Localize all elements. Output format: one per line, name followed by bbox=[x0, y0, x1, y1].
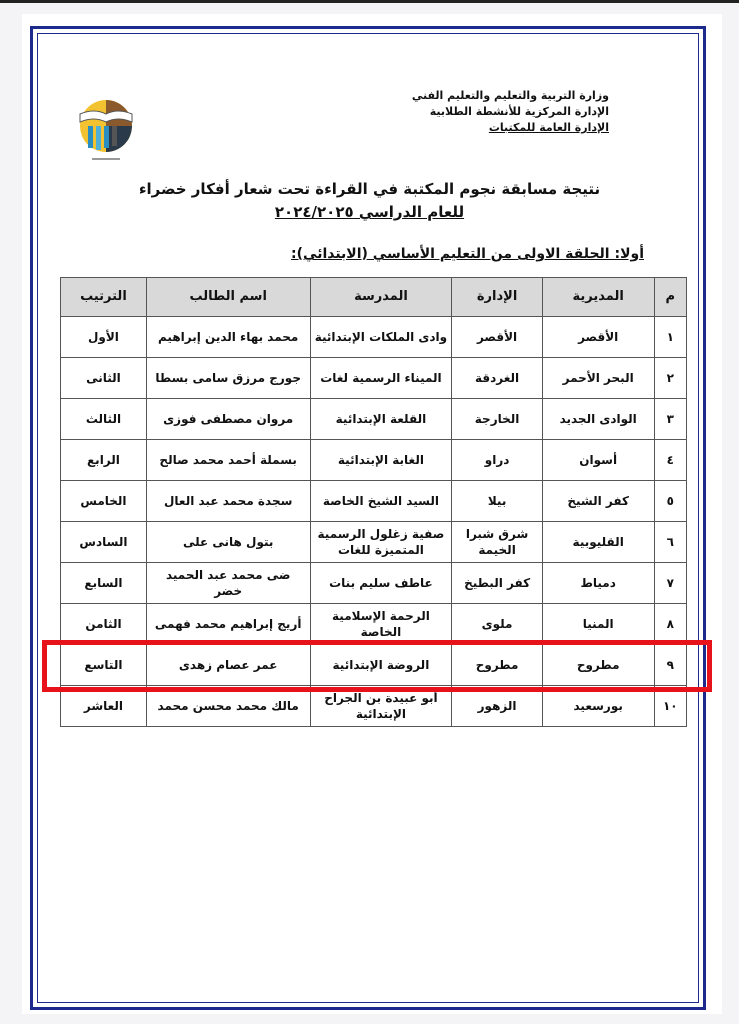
cell-directorate: الوادى الجديد bbox=[542, 399, 654, 440]
cell-administration: مطروح bbox=[452, 645, 542, 686]
cell-rank: السابع bbox=[61, 563, 147, 604]
cell-rank: التاسع bbox=[61, 645, 147, 686]
cell-administration: كفر البطيخ bbox=[452, 563, 542, 604]
cell-directorate: الأقصر bbox=[542, 317, 654, 358]
cell-student-name: جورج مرزق سامى بسطا bbox=[146, 358, 310, 399]
highlight-box bbox=[42, 640, 712, 692]
cell-directorate: القليوبية bbox=[542, 522, 654, 563]
section-heading: أولا: الحلقة الاولى من التعليم الأساسي (الابتدائي): bbox=[291, 246, 644, 262]
cell-number: ٧ bbox=[654, 563, 686, 604]
cell-student-name: أريج إبراهيم محمد فهمى bbox=[146, 604, 310, 645]
col-student-name: اسم الطالب bbox=[146, 278, 310, 317]
top-edge bbox=[0, 0, 739, 3]
cell-directorate: البحر الأحمر bbox=[542, 358, 654, 399]
cell-school: السيد الشيخ الخاصة bbox=[310, 481, 452, 522]
cell-student-name: سجدة محمد عبد العال bbox=[146, 481, 310, 522]
cell-student-name: بسملة أحمد محمد صالح bbox=[146, 440, 310, 481]
col-school: المدرسة bbox=[310, 278, 452, 317]
cell-student-name: مروان مصطفى فوزى bbox=[146, 399, 310, 440]
col-directorate: المديرية bbox=[542, 278, 654, 317]
cell-school: القلعة الإبتدائية bbox=[310, 399, 452, 440]
cell-administration: بيلا bbox=[452, 481, 542, 522]
cell-administration: ملوى bbox=[452, 604, 542, 645]
cell-number: ١ bbox=[654, 317, 686, 358]
col-number: م bbox=[654, 278, 686, 317]
academic-year: للعام الدراسي ٢٠٢٤/٢٠٢٥ bbox=[274, 203, 465, 221]
library-logo-icon bbox=[74, 96, 138, 164]
cell-student-name: محمد بهاء الدين إبراهيم bbox=[146, 317, 310, 358]
cell-directorate: دمياط bbox=[542, 563, 654, 604]
table-row bbox=[61, 481, 687, 522]
cell-number: ٦ bbox=[654, 522, 686, 563]
cell-directorate: أسوان bbox=[542, 440, 654, 481]
cell-school: وادى الملكات الإبتدائية bbox=[310, 317, 452, 358]
cell-student-name: ضى محمد عبد الحميد خضر bbox=[146, 563, 310, 604]
cell-administration: الخارجة bbox=[452, 399, 542, 440]
cell-rank: الرابع bbox=[61, 440, 147, 481]
cell-student-name: بتول هانى على bbox=[146, 522, 310, 563]
table-row bbox=[61, 563, 687, 604]
cell-rank: العاشر bbox=[61, 686, 147, 727]
cell-rank: السادس bbox=[61, 522, 147, 563]
cell-rank: الأول bbox=[61, 317, 147, 358]
col-administration: الإدارة bbox=[452, 278, 542, 317]
cell-school: عاطف سليم بنات bbox=[310, 563, 452, 604]
ministry-name: وزارة التربية والتعليم والتعليم الفني bbox=[411, 89, 609, 102]
cell-directorate: مطروح bbox=[542, 645, 654, 686]
cell-rank: الثانى bbox=[61, 358, 147, 399]
cell-rank: الثامن bbox=[61, 604, 147, 645]
cell-student-name: عمر عصام زهدى bbox=[146, 645, 310, 686]
general-admin-name: الإدارة العامة للمكتبات bbox=[488, 121, 609, 134]
cell-number: ١٠ bbox=[654, 686, 686, 727]
table-row bbox=[61, 522, 687, 563]
cell-rank: الثالث bbox=[61, 399, 147, 440]
cell-number: ٤ bbox=[654, 440, 686, 481]
table-header-row bbox=[61, 278, 687, 317]
cell-directorate: المنيا bbox=[542, 604, 654, 645]
table-row bbox=[61, 604, 687, 645]
cell-directorate: كفر الشيخ bbox=[542, 481, 654, 522]
cell-administration: دراو bbox=[452, 440, 542, 481]
cell-school: الغابة الإبتدائية bbox=[310, 440, 452, 481]
document-title: نتيجة مسابقة نجوم المكتبة في القراءة تحت شعار أفكار خضراء bbox=[138, 180, 601, 198]
cell-school: صفية زغلول الرسمية المتميزة للغات bbox=[310, 522, 452, 563]
cell-number: ٥ bbox=[654, 481, 686, 522]
letterhead bbox=[412, 88, 609, 136]
cell-administration: الزهور bbox=[452, 686, 542, 727]
cell-number: ٣ bbox=[654, 399, 686, 440]
cell-school: الروضة الإبتدائية bbox=[310, 645, 452, 686]
cell-school: أبو عبيدة بن الجراح الإبتدائية bbox=[310, 686, 452, 727]
cell-administration: شرق شبرا الخيمة bbox=[452, 522, 542, 563]
cell-student-name: مالك محمد محسن محمد bbox=[146, 686, 310, 727]
cell-number: ٨ bbox=[654, 604, 686, 645]
cell-rank: الخامس bbox=[61, 481, 147, 522]
table-row bbox=[61, 399, 687, 440]
col-rank: الترتيب bbox=[61, 278, 147, 317]
central-admin-name: الإدارة المركزية للأنشطة الطلابية bbox=[429, 105, 609, 118]
cell-school: الرحمة الإسلامية الخاصة bbox=[310, 604, 452, 645]
cell-number: ٢ bbox=[654, 358, 686, 399]
cell-administration: الأقصر bbox=[452, 317, 542, 358]
cell-number: ٩ bbox=[654, 645, 686, 686]
cell-school: الميناء الرسمية لغات bbox=[310, 358, 452, 399]
table-row bbox=[61, 317, 687, 358]
table-row bbox=[61, 440, 687, 481]
table-row bbox=[61, 358, 687, 399]
cell-directorate: بورسعيد bbox=[542, 686, 654, 727]
cell-administration: الغردقة bbox=[452, 358, 542, 399]
